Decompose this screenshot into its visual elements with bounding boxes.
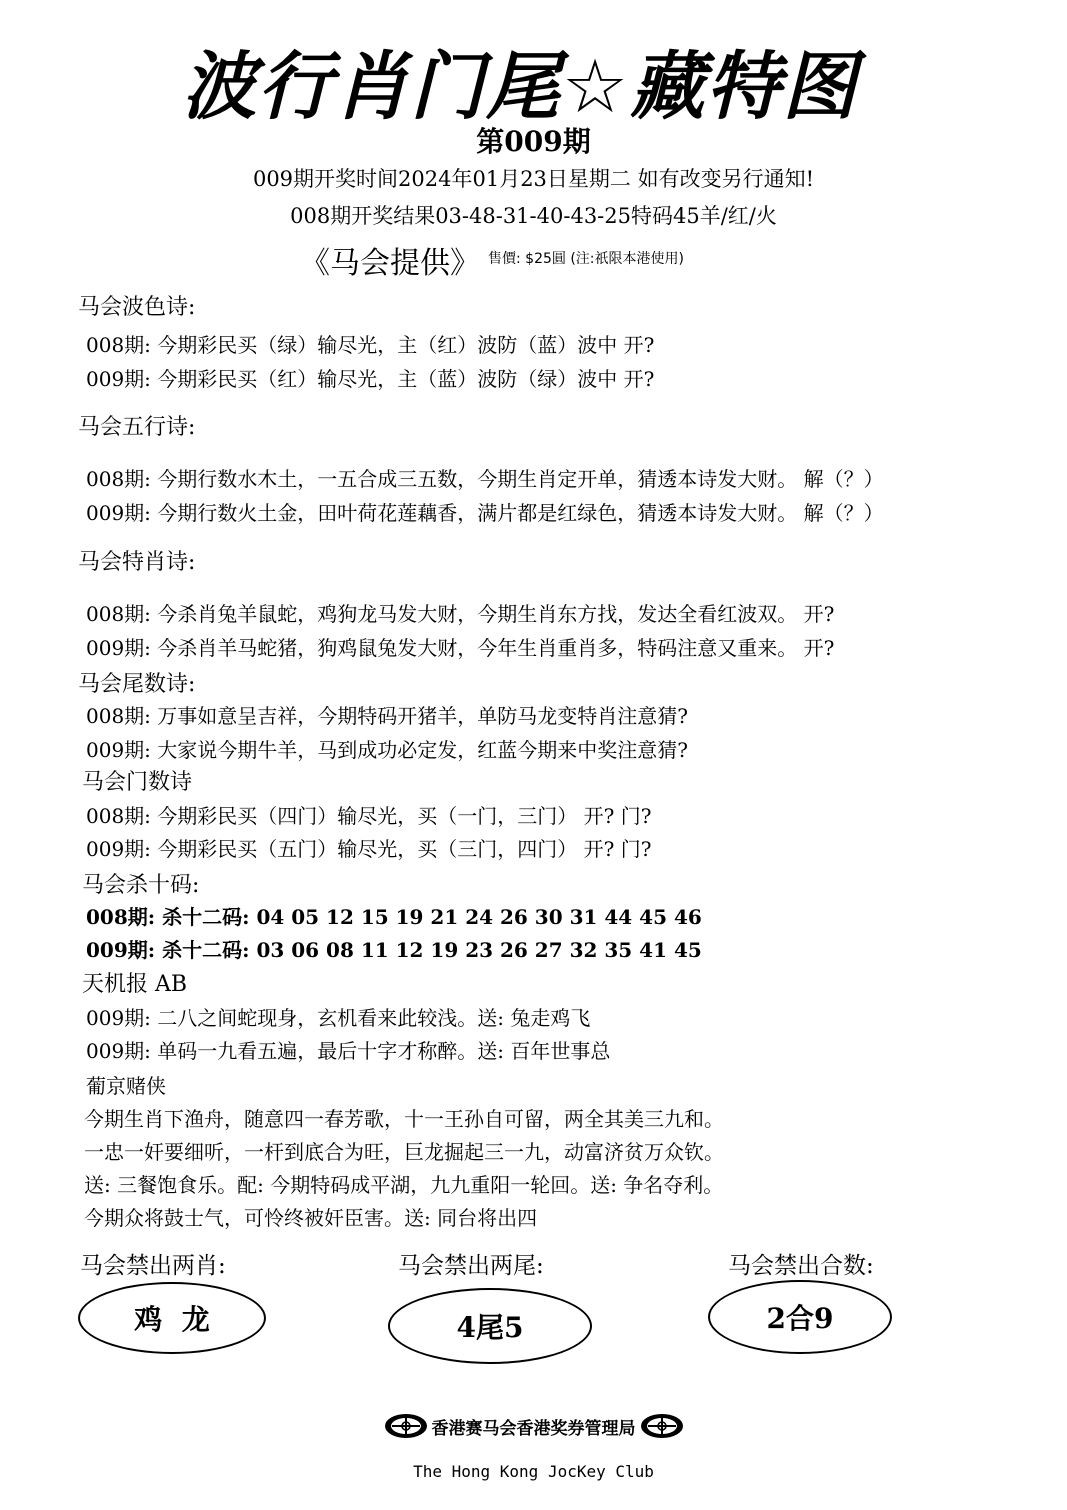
tianji-line: 009期: 单码一九看五遍，最后十字才称醉。送: 百年世事总 (86, 1039, 611, 1063)
section-title-door-poem: 马会门数诗 (82, 770, 193, 795)
ban-tail-value: 4尾5 (456, 1311, 524, 1344)
color-poem-line: 009期: 今期彩民买（红）输尽光，主（蓝）波防（绿）波中 开? (86, 367, 655, 391)
door-poem-line: 009期: 今期彩民买（五门）输尽光，买（三门，四门） 开? 门? (86, 837, 652, 861)
section-title-pujing: 葡京赌侠 (86, 1074, 166, 1098)
ban-sum-label: 马会禁出合数: (728, 1253, 874, 1279)
tianji-line: 009期: 二八之间蛇现身，玄机看来此较浅。送: 兔走鸡飞 (86, 1006, 591, 1030)
ban-zodiac-ellipse (78, 1282, 266, 1354)
zodiac-poem-line: 009期: 今杀肖羊马蛇猪，狗鸡鼠兔发大财，今年生肖重肖多，特码注意又重来。 开? (86, 636, 835, 660)
last-result: 008期开奖结果03-48-31-40-43-25特码45羊/红/火 (290, 204, 777, 228)
ban-tail-ellipse (388, 1288, 592, 1364)
ban-tail-label: 马会禁出两尾: (398, 1253, 544, 1279)
pujing-line: 一忠一奸要细听，一杆到底合为旺，巨龙掘起三一九，动富济贫万众钦。 (84, 1140, 724, 1164)
zodiac-poem-line: 008期: 今杀肖兔羊鼠蛇，鸡狗龙马发大财，今期生肖东方找，发达全看红波双。 开? (86, 602, 835, 626)
issue-number: 第009期 (476, 125, 591, 158)
five-elements-line: 009期: 今期行数火土金，田叶荷花莲藕香，满片都是红绿色，猜透本诗发大财。 解（？） (86, 501, 884, 525)
section-title-tail-poem: 马会尾数诗: (78, 672, 196, 697)
pujing-line: 送: 三餐饱食乐。配: 今期特码成平湖，九九重阳一轮回。送: 争名夺利。 (84, 1173, 724, 1197)
jockey-club-logo-icon (384, 1413, 428, 1439)
page-title: 波行肖门尾☆藏特图 (181, 44, 859, 130)
pujing-line: 今期众将鼓士气，可怜终被奸臣害。送: 同台将出四 (84, 1206, 538, 1230)
pujing-line: 今期生肖下渔舟，随意四一春芳歌，十一王孙自可留，两全其美三九和。 (84, 1107, 724, 1131)
footer-club-name: The Hong Kong JocKey Club (413, 1462, 654, 1481)
tail-poem-line: 009期: 大家说今期牛羊，马到成功必定发，红蓝今期来中奖注意猜? (86, 738, 688, 762)
tail-poem-line: 008期: 万事如意呈吉祥，今期特码开猪羊，单防马龙变特肖注意猜? (86, 704, 688, 728)
section-title-zodiac-poem: 马会特肖诗: (78, 550, 196, 575)
jockey-club-logo-icon (640, 1413, 684, 1439)
kill-ten-line: 009期: 杀十二码: 03 06 08 11 12 19 23 26 27 32 35 41 45 (86, 938, 702, 962)
door-poem-line: 008期: 今期彩民买（四门）输尽光，买（一门，三门） 开? 门? (86, 804, 652, 828)
ban-sum-ellipse (708, 1280, 892, 1354)
price-note: 售價: $25圓 (注:祇限本港使用) (488, 251, 684, 267)
ban-zodiac-value: 鸡 龙 (134, 1303, 210, 1336)
footer-org-row (0, 1413, 1067, 1439)
section-title-five-elements: 马会五行诗: (78, 415, 196, 440)
color-poem-line: 008期: 今期彩民买（绿）输尽光，主（红）波防（蓝）波中 开? (86, 333, 655, 357)
draw-time: 009期开奖时间2024年01月23日星期二 如有改变另行通知! (252, 167, 815, 191)
provided-by: 《马会提供》 (300, 246, 480, 281)
ban-sum-value: 2合9 (766, 1302, 834, 1335)
section-title-color-poem: 马会波色诗: (78, 295, 196, 320)
section-title-tianji: 天机报 AB (82, 972, 188, 997)
footer-org-name: 香港赛马会香港奖券管理局 (431, 1418, 636, 1439)
ban-zodiac-label: 马会禁出两肖: (80, 1253, 226, 1279)
five-elements-line: 008期: 今期行数水木土，一五合成三五数，今期生肖定开单，猜透本诗发大财。 解（？） (86, 467, 884, 491)
section-title-kill-ten: 马会杀十码: (82, 873, 200, 898)
kill-ten-line: 008期: 杀十二码: 04 05 12 15 19 21 24 26 30 31 44 45 46 (86, 905, 702, 929)
